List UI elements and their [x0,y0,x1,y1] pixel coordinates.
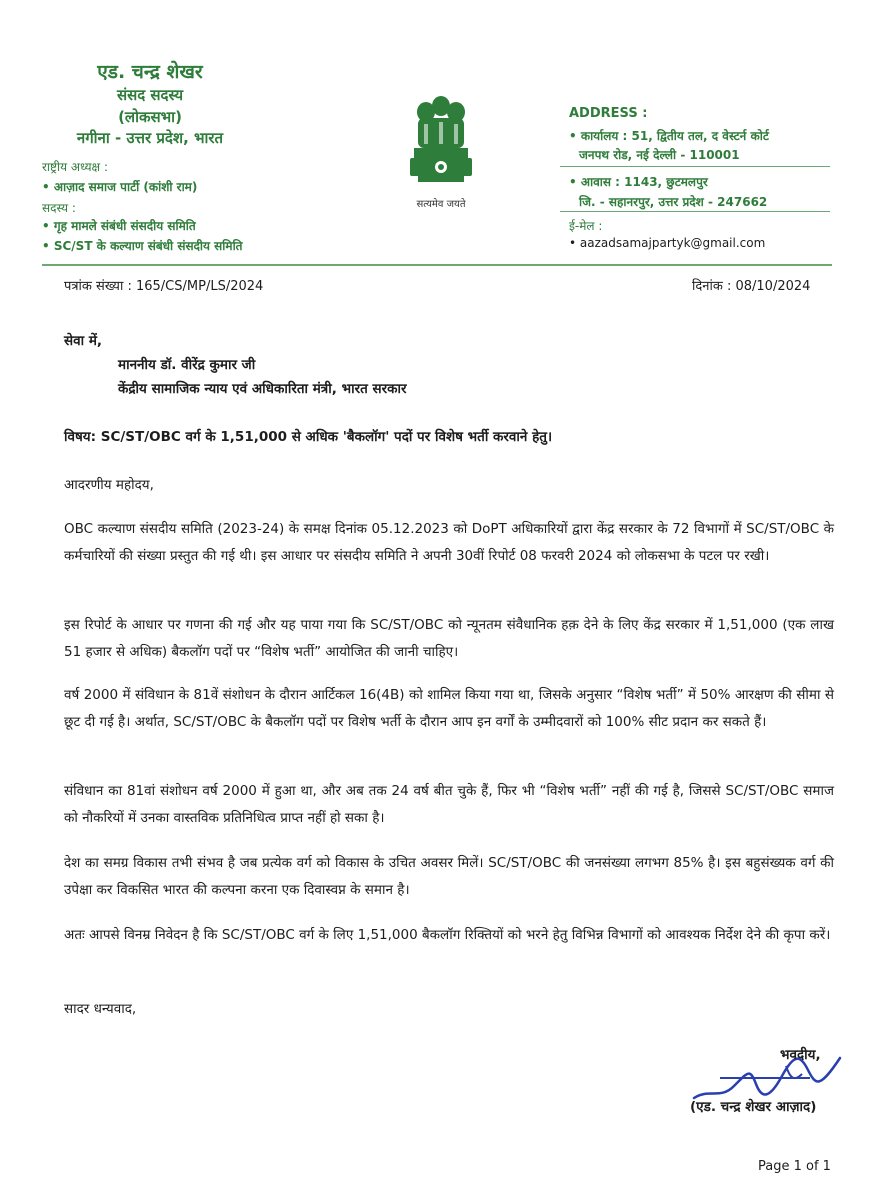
body-paragraph: देश का समग्र विकास तभी संभव है जब प्रत्येक वर्ग को विकास के उचित अवसर मिलें। SC/ST/OBC की जनसंख्या लगभग 85% है। इस बहुसंख्यक वर्ग की उपेक्षा कर विकसित भारत की कल्पना करना एक दिवास्वप्न के समान है। [64,855,834,898]
letter-date: दिनांक : 08/10/2024 [692,279,811,294]
sender-designation: संसद सदस्य [116,86,184,104]
closing: भवदीय, [780,1047,821,1063]
recipient-name: माननीय डॉ. वीरेंद्र कुमार जी [118,357,256,373]
email-link[interactable]: • aazadsamajpartyk@gmail.com [569,236,766,250]
address-divider [560,166,830,167]
body-paragraph: वर्ष 2000 में संविधान के 81वें संशोधन के दौरान आर्टिकल 16(4B) को शामिल किया गया था, जिसके अनुसार “विशेष भर्ती” में 50% आरक्षण की सीमा से छूट दी गई है। अर्थात, SC/ST/OBC के बैकलॉग पदों पर विशेष भर्ती के दौरान आप इन वर्गों के उम्मीदवारों को 100% सीट प्रदान कर सकते हैं। [64,687,834,730]
subject-line: विषय: SC/ST/OBC वर्ग के 1,51,000 से अधिक 'बैकलॉग' पदों पर विशेष भर्ती करवाने हेतु। [64,429,553,445]
committee-item: • SC/ST के कल्याण संबंधी संसदीय समिति [42,239,243,253]
signatory-name: (एड. चन्द्र शेखर आज़ाद) [690,1099,817,1115]
body-paragraph: OBC कल्याण संसदीय समिति (2023-24) के समक्ष दिनांक 05.12.2023 को DoPT अधिकारियों द्वारा केंद्र सरकार के 72 विभागों में SC/ST/OBC के कर्मचारियों की संख्या प्रस्तुत की गई थी। इस आधार पर संसदीय समिति ने अपनी 30वीं रिपोर्ट 08 फरवरी 2024 को लोकसभा के पटल पर रखी। [64,521,834,564]
salutation-to: सेवा में, [64,333,103,349]
residence-line2: जि. - सहानरपुर, उत्तर प्रदेश - 247662 [579,195,768,209]
greeting: आदरणीय महोदय, [64,477,154,493]
header-rule [42,264,832,266]
body-paragraph: संविधान का 81वां संशोधन वर्ष 2000 में हुआ था, और अब तक 24 वर्ष बीत चुके हैं, फिर भी “विशेष भर्ती” नहीं की गई है, जिससे SC/ST/OBC समाज को नौकरियों में उनका वास्तविक प्रतिनिधित्व प्राप्त नहीं हो सका है। [64,783,834,826]
address-divider [560,211,830,212]
role-value: • आज़ाद समाज पार्टी (कांशी राम) [42,180,198,194]
thanks-line: सादर धन्यवाद, [64,1001,137,1017]
national-emblem-icon [400,92,482,202]
body-paragraph: अतः आपसे विनम्र निवेदन है कि SC/ST/OBC वर्ग के लिए 1,51,000 बैकलॉग रिक्तियों को भरने हेतु विभिन्न विभागों को आवश्यक निर्देश देने की कृपा करें। [64,927,831,943]
body-paragraph: इस रिपोर्ट के आधार पर गणना की गई और यह पाया गया कि SC/ST/OBC को न्यूनतम संवैधानिक हक़ देने के लिए केंद्र सरकार में 1,51,000 (एक लाख 51 हजार से अधिक) बैकलॉग पदों पर “विशेष भर्ती” आयोजित की जानी चाहिए। [64,617,834,660]
office-line1: • कार्यालय : 51, द्वितीय तल, द वेस्टर्न कोर्ट [569,129,769,143]
role-label: राष्ट्रीय अध्यक्ष : [42,160,109,174]
residence-line1: • आवास : 1143, छुटमलपुर [569,175,708,189]
sender-constituency: नगीना - उत्तर प्रदेश, भारत [76,129,224,147]
address-label: ADDRESS : [569,106,648,121]
emblem-motto: सत्यमेव जयते [416,199,466,210]
office-line2: जनपथ रोड, नई देल्ली - 110001 [579,148,740,162]
email-label: ई-मेल : [569,219,603,233]
committee-item: • गृह मामले संबंधी संसदीय समिति [42,219,196,233]
recipient-title: केंद्रीय सामाजिक न्याय एवं अधिकारिता मंत्री, भारत सरकार [118,381,407,397]
sender-house: (लोकसभा) [118,108,182,126]
reference-number: पत्रांक संख्या : 165/CS/MP/LS/2024 [64,279,264,294]
page-number: Page 1 of 1 [758,1159,831,1174]
member-label: सदस्य : [42,201,76,215]
sender-name: एड. चन्द्र शेखर [97,61,203,83]
